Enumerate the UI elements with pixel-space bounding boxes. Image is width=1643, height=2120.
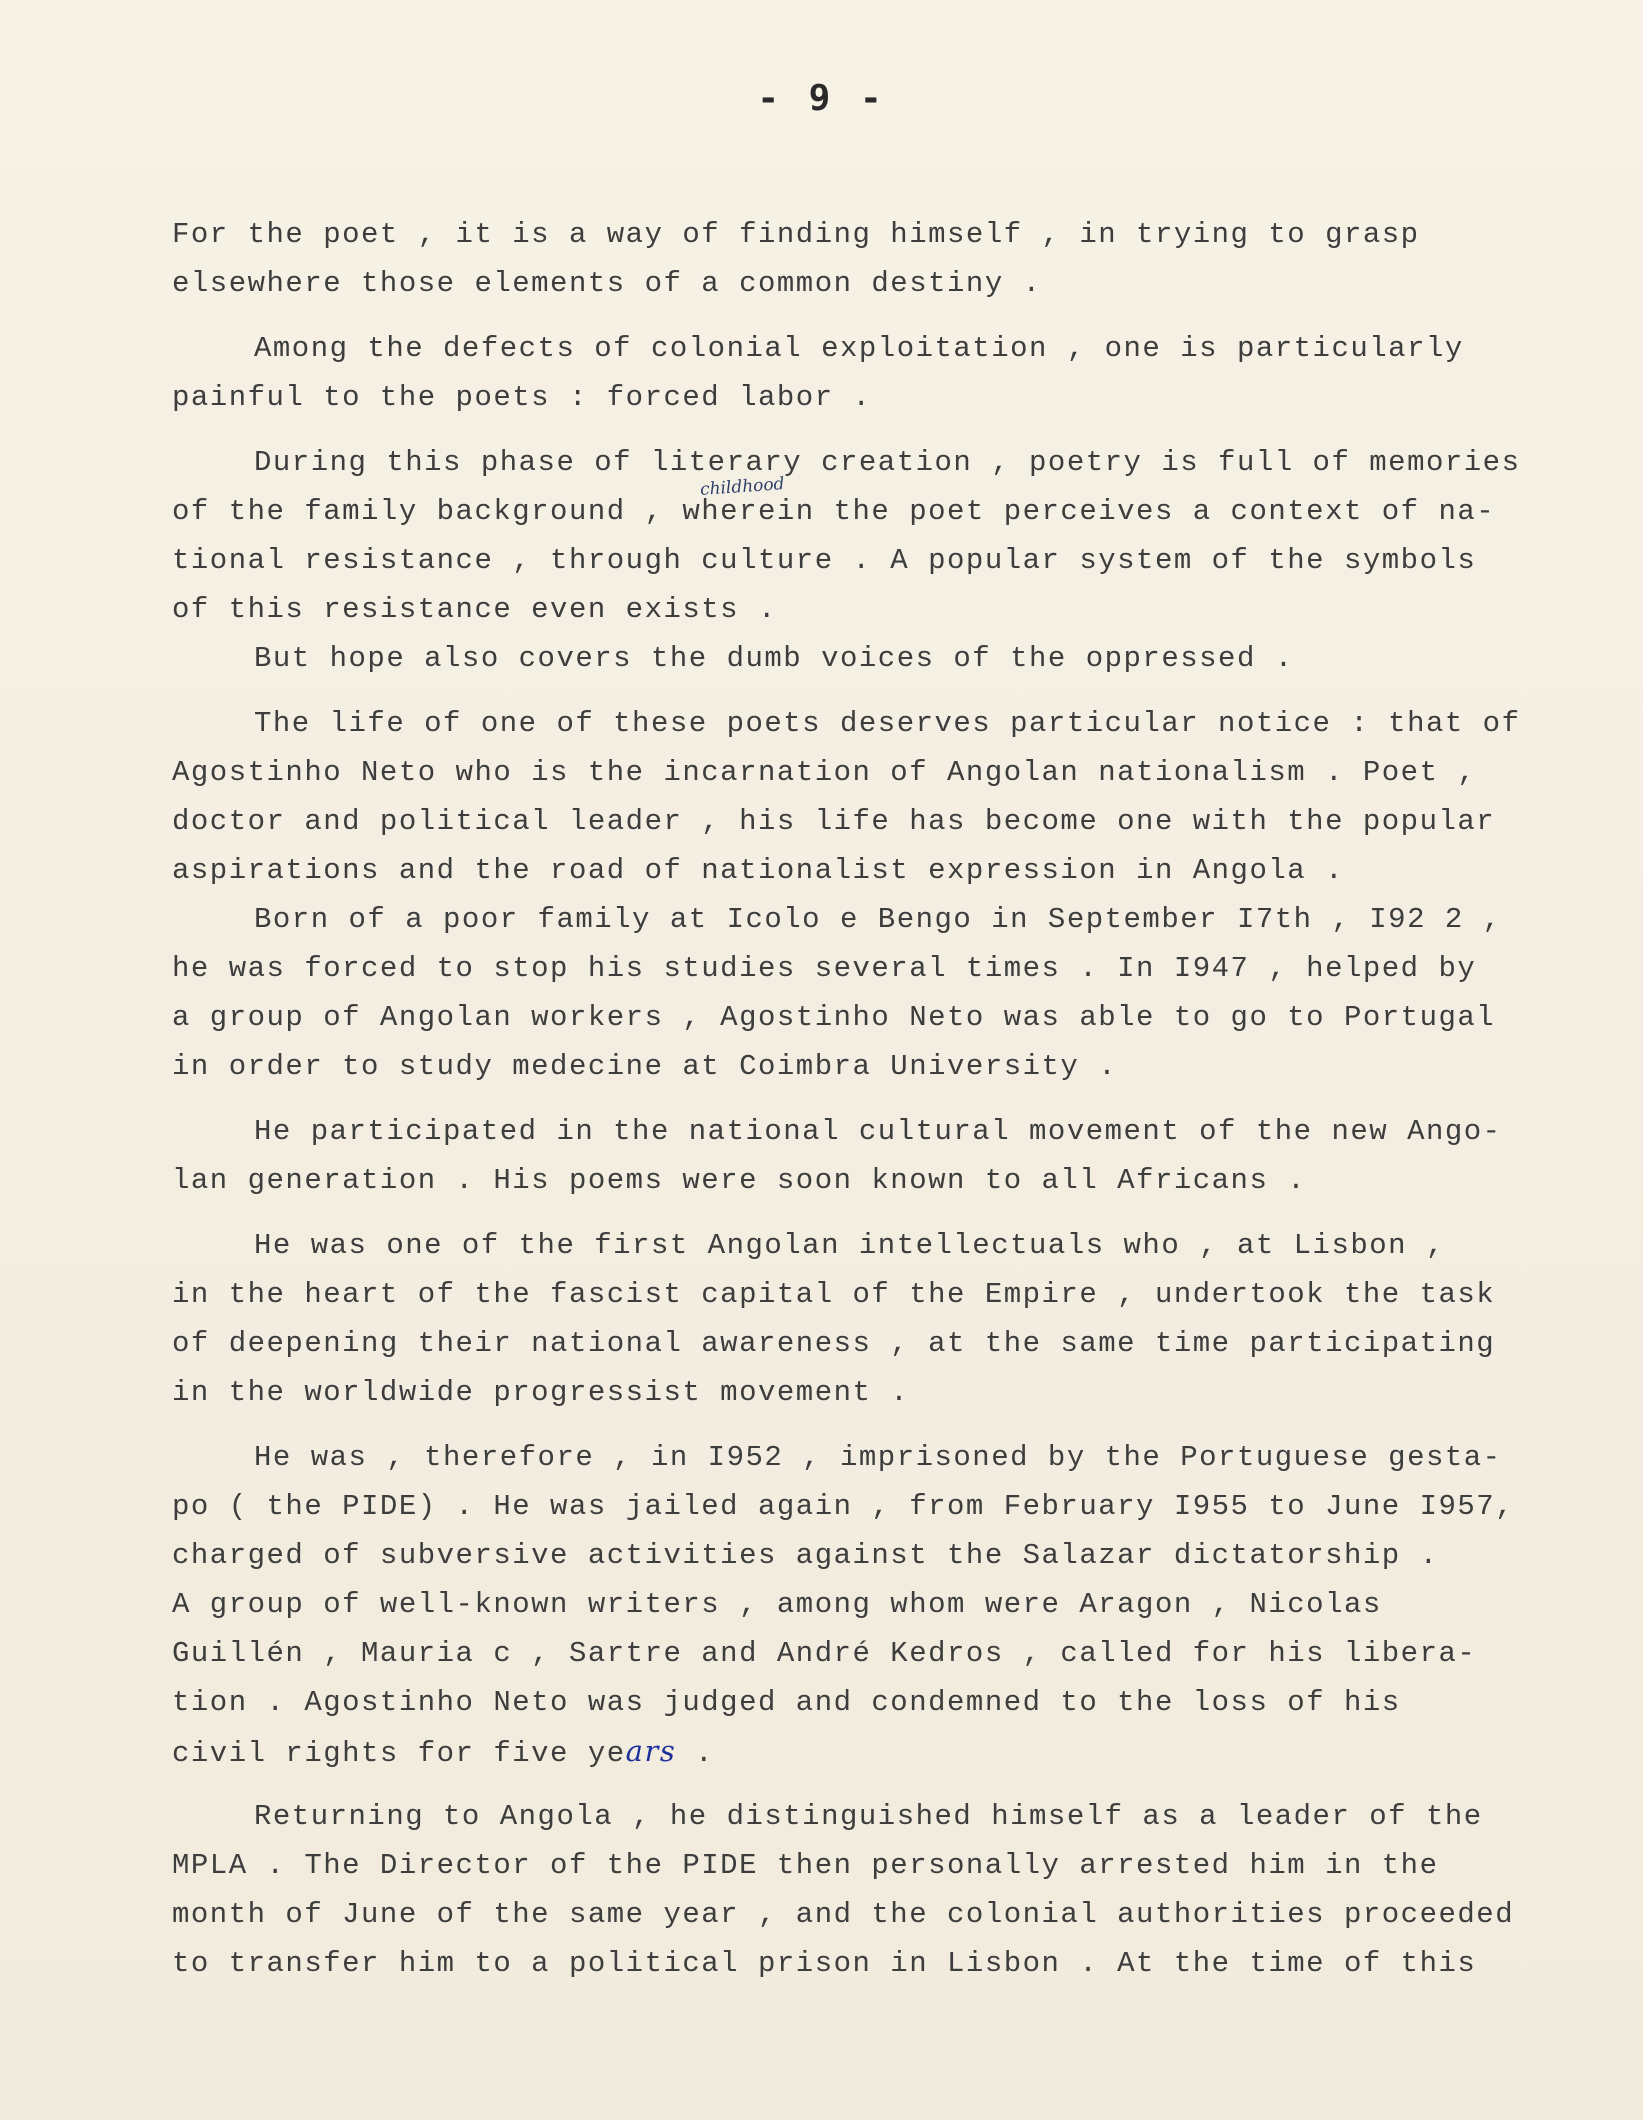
text-line: The life of one of these poets deserves particular notice : that of bbox=[254, 707, 1521, 740]
text-line: doctor and political leader , his life has become one with the popular bbox=[172, 805, 1496, 838]
body-text bbox=[172, 210, 1632, 1988]
text-line: in order to study medecine at Coimbra University . bbox=[172, 1050, 1118, 1083]
paragraph-6 bbox=[172, 1107, 1632, 1205]
paragraph-8 bbox=[172, 1433, 1632, 1776]
text-line: elsewhere those elements of a common destiny . bbox=[172, 267, 1042, 300]
text-line-typed: civil rights for five ye bbox=[172, 1737, 626, 1770]
text-line: month of June of the same year , and the colonial authorities proceeded bbox=[172, 1898, 1515, 1931]
text-line: he was forced to stop his studies several times . In I947 , helped by bbox=[172, 952, 1477, 985]
text-line: Guillén , Mauria c , Sartre and André Kedros , called for his libera- bbox=[172, 1637, 1477, 1670]
text-line: He was one of the first Angolan intellectuals who , at Lisbon , bbox=[254, 1229, 1445, 1262]
text-line: Born of a poor family at Icolo e Bengo in September I7th , I92 2 , bbox=[254, 903, 1502, 936]
text-line: painful to the poets : forced labor . bbox=[172, 381, 872, 414]
paragraph-5 bbox=[172, 699, 1632, 1091]
paragraph-1 bbox=[172, 210, 1632, 308]
paragraph-4 bbox=[172, 634, 1632, 683]
text-line bbox=[172, 1727, 1632, 1776]
text-line: He participated in the national cultural movement of the new Ango- bbox=[254, 1115, 1502, 1148]
text-line: MPLA . The Director of the PIDE then personally arrested him in the bbox=[172, 1849, 1439, 1882]
text-line: aspirations and the road of nationalist expression in Angola . bbox=[172, 854, 1344, 887]
text-line: But hope also covers the dumb voices of the oppressed . bbox=[254, 642, 1294, 675]
text-line: po ( the PIDE) . He was jailed again , from February I955 to June I957, bbox=[172, 1490, 1515, 1523]
text-line: Returning to Angola , he distinguished himself as a leader of the bbox=[254, 1800, 1483, 1833]
text-line: charged of subversive activities against the Salazar dictatorship . bbox=[172, 1539, 1439, 1572]
text-line: of deepening their national awareness , at the same time participating bbox=[172, 1327, 1496, 1360]
page-number: - 9 - bbox=[757, 78, 886, 119]
text-line: Agostinho Neto who is the incarnation of Angolan nationalism . Poet , bbox=[172, 756, 1477, 789]
text-line: of the family background , wherein the poet perceives a context of na- bbox=[172, 495, 1496, 528]
line-end-period: . bbox=[676, 1737, 715, 1770]
paragraph-7 bbox=[172, 1221, 1632, 1417]
text-line: During this phase of literary creation , poetry is full of memories bbox=[254, 446, 1521, 479]
paragraph-9 bbox=[172, 1792, 1632, 1988]
paragraph-3 bbox=[172, 438, 1632, 634]
text-line: in the heart of the fascist capital of the Empire , undertook the task bbox=[172, 1278, 1496, 1311]
text-line: For the poet , it is a way of finding himself , in trying to grasp bbox=[172, 218, 1420, 251]
handwritten-correction: ars bbox=[625, 1734, 677, 1768]
text-line: a group of Angolan workers , Agostinho Neto was able to go to Portugal bbox=[172, 1001, 1496, 1034]
text-line: He was , therefore , in I952 , imprisoned by the Portuguese gesta- bbox=[254, 1441, 1502, 1474]
text-line: tion . Agostinho Neto was judged and condemned to the loss of his bbox=[172, 1686, 1401, 1719]
paragraph-2 bbox=[172, 324, 1632, 422]
text-line: lan generation . His poems were soon known to all Africans . bbox=[172, 1164, 1307, 1197]
handwritten-annotation: childhood bbox=[699, 474, 786, 500]
text-line: of this resistance even exists . bbox=[172, 593, 777, 626]
text-line: in the worldwide progressist movement . bbox=[172, 1376, 910, 1409]
text-line: A group of well-known writers , among whom were Aragon , Nicolas bbox=[172, 1588, 1382, 1621]
text-line: Among the defects of colonial exploitation , one is particularly bbox=[254, 332, 1464, 365]
text-line: to transfer him to a political prison in Lisbon . At the time of this bbox=[172, 1947, 1477, 1980]
text-line: tional resistance , through culture . A popular system of the symbols bbox=[172, 544, 1477, 577]
